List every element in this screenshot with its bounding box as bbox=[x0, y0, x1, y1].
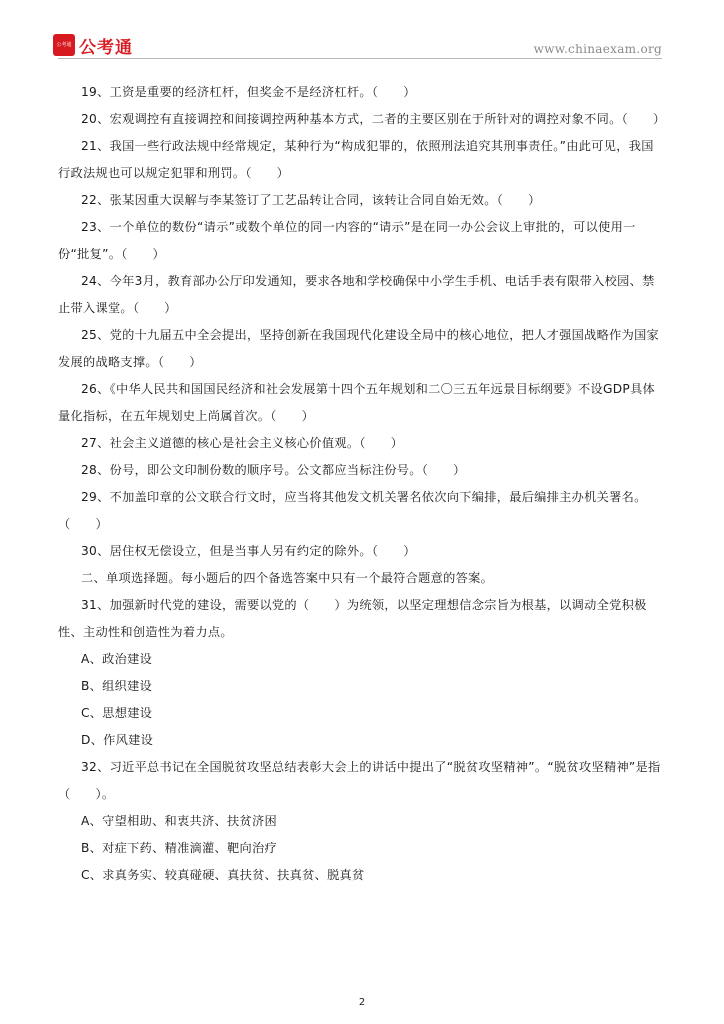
question-19: 19、工资是重要的经济杠杆，但奖金不是经济杠杆。（ ） bbox=[81, 85, 416, 99]
question-29: 29、不加盖印章的公文联合行文时，应当将其他发文机关署名依次向下编排，最后编排主办机关署名。（ ） bbox=[58, 490, 647, 531]
question-31-option-d: D、作风建设 bbox=[81, 733, 154, 747]
brand-logo bbox=[53, 34, 133, 56]
site-url: www.chinaexam.org bbox=[533, 42, 662, 56]
question-30: 30、居住权无偿设立，但是当事人另有约定的除外。（ ） bbox=[81, 544, 416, 558]
question-20: 20、宏观调控有直接调控和间接调控两种基本方式，二者的主要区别在于所针对的调控对象不同。（ ） bbox=[81, 112, 666, 126]
question-26: 26、《中华人民共和国国民经济和社会发展第十四个五年规划和二〇三五年远景目标纲要》不设GDP具体量化指标，在五年规划史上尚属首次。（ ） bbox=[58, 382, 656, 423]
question-31-option-a: A、政治建设 bbox=[81, 652, 153, 666]
question-24: 24、今年3月，教育部办公厅印发通知，要求各地和学校确保中小学生手机、电话手表有限带入校园、禁止带入课堂。（ ） bbox=[58, 274, 655, 315]
section-heading: 二、单项选择题。每小题后的四个备选答案中只有一个最符合题意的答案。 bbox=[81, 571, 494, 585]
page-number: 2 bbox=[358, 997, 366, 1008]
question-27: 27、社会主义道德的核心是社会主义核心价值观。（ ） bbox=[81, 436, 404, 450]
question-32-option-a: A、守望相助、和衷共济、扶贫济困 bbox=[81, 814, 277, 828]
question-31-option-c: C、思想建设 bbox=[81, 706, 153, 720]
document-body bbox=[58, 79, 664, 889]
question-22: 22、张某因重大误解与李某签订了工艺品转让合同，该转让合同自始无效。（ ） bbox=[81, 193, 541, 207]
question-32-option-b: B、对症下药、精准滴灌、靶向治疗 bbox=[81, 841, 277, 855]
logo-badge-icon: 公考通 bbox=[53, 34, 75, 56]
question-25: 25、党的十九届五中全会提出，坚持创新在我国现代化建设全局中的核心地位，把人才强国战略作为国家发展的战略支撑。（ ） bbox=[58, 328, 660, 369]
question-21: 21、我国一些行政法规中经常规定，某种行为“构成犯罪的，依照刑法追究其刑事责任。”由此可见，我国行政法规也可以规定犯罪和刑罚。（ ） bbox=[58, 139, 654, 180]
question-31-option-b: B、组织建设 bbox=[81, 679, 153, 693]
question-32-option-c: C、求真务实、较真碰硬、真扶贫、扶真贫、脱真贫 bbox=[81, 868, 365, 882]
logo-text: 公考通 bbox=[79, 37, 133, 58]
question-31: 31、加强新时代党的建设，需要以党的（ ）为统领，以坚定理想信念宗旨为根基，以调动全党积极性、主动性和创造性为着力点。 bbox=[58, 598, 647, 639]
question-23: 23、一个单位的数份“请示”或数个单位的同一内容的“请示”是在同一办公会议上审批的，可以使用一份“批复”。（ ） bbox=[58, 220, 636, 261]
header-divider bbox=[58, 58, 662, 59]
question-28: 28、份号，即公文印制份数的顺序号。公文都应当标注份号。（ ） bbox=[81, 463, 466, 477]
page-header bbox=[0, 0, 724, 62]
question-32: 32、习近平总书记在全国脱贫攻坚总结表彰大会上的讲话中提出了“脱贫攻坚精神”。“脱贫攻坚精神”是指（ ）。 bbox=[58, 760, 661, 801]
